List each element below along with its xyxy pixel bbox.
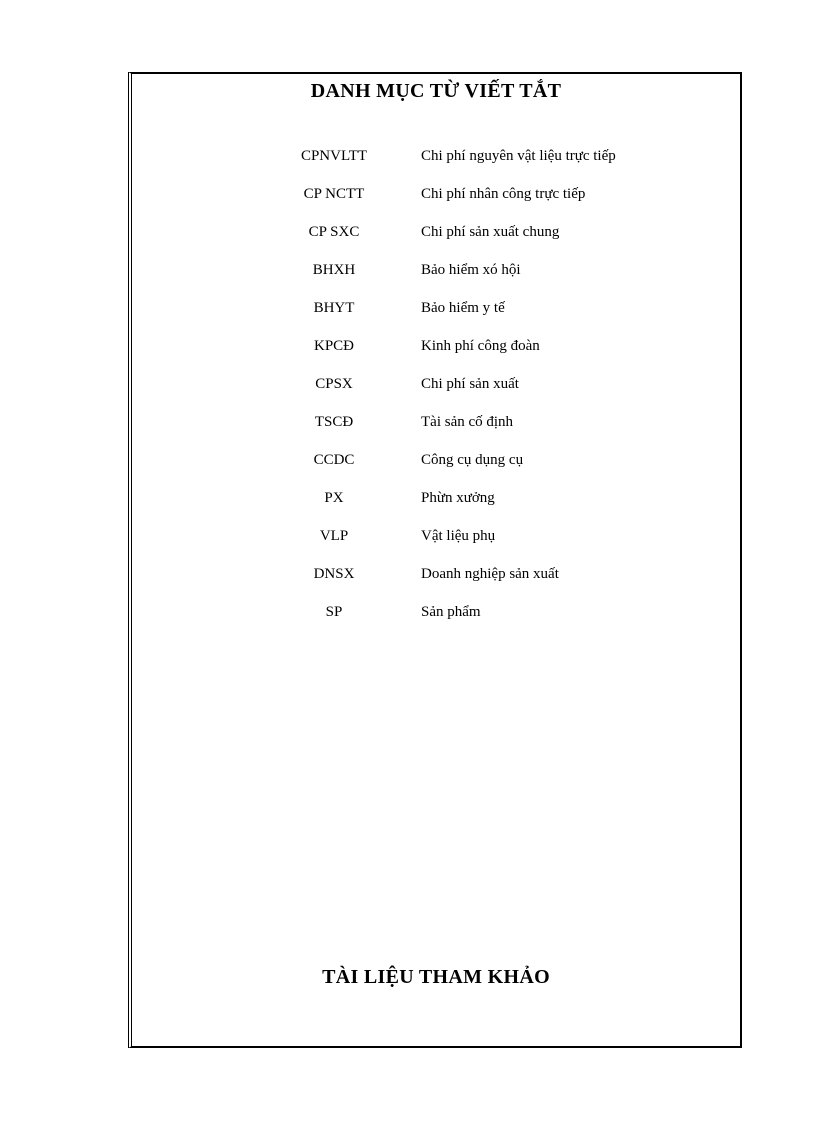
abbreviation-meaning: Bảo hiểm xó hội [421,262,521,278]
abbreviation-row [132,258,740,296]
abbreviation-row [132,562,740,600]
abbreviation-meaning: Bảo hiểm y tế [421,300,505,316]
abbreviation-meaning: Chi phí nhân công trực tiếp [421,186,586,202]
abbreviation-code: CP NCTT [303,186,365,202]
abbreviation-row [132,296,740,334]
abbreviation-row [132,182,740,220]
abbreviation-meaning: Chi phí sản xuất chung [421,224,560,240]
abbreviation-row [132,600,740,638]
abbreviation-code: TSCĐ [314,414,354,430]
abbreviation-row [132,334,740,372]
abbreviation-meaning: Doanh nghiệp sản xuất [421,566,559,582]
abbreviation-code: CPSX [315,376,353,392]
abbreviation-code: DNSX [313,566,355,582]
abbreviation-row [132,524,740,562]
abbreviation-code: BHYT [313,300,355,316]
abbreviation-code: PX [324,490,344,506]
abbreviation-code: BHXH [312,262,356,278]
abbreviation-meaning: Sản phẩm [421,604,481,620]
abbreviation-row [132,410,740,448]
abbreviation-row [132,372,740,410]
abbreviation-meaning: Vật liệu phụ [421,528,496,544]
page-frame [128,72,742,1048]
abbreviation-code: VLP [319,528,349,544]
references-heading: TÀI LIỆU THAM KHẢO [322,966,550,988]
abbreviation-code: KPCĐ [313,338,354,354]
abbreviation-code: CCDC [313,452,355,468]
abbreviation-meaning: Chi phí sản xuất [421,376,519,392]
abbreviation-code: CPNVLTT [300,148,368,164]
abbreviation-list [132,144,740,638]
abbreviation-meaning: Tài sản cố định [421,414,514,430]
abbreviation-row [132,486,740,524]
page-title: DANH MỤC TỪ VIẾT TẮT [310,80,562,102]
abbreviation-meaning: Kinh phí công đoàn [421,338,540,354]
abbreviation-code: SP [325,604,343,620]
abbreviation-meaning: Phừn xưởng [421,490,495,506]
abbreviation-row [132,448,740,486]
abbreviation-code: CP SXC [308,224,360,240]
abbreviation-row [132,144,740,182]
abbreviation-meaning: Công cụ dụng cụ [421,452,524,468]
abbreviation-row [132,220,740,258]
abbreviation-meaning: Chi phí nguyên vật liệu trực tiếp [421,148,616,164]
